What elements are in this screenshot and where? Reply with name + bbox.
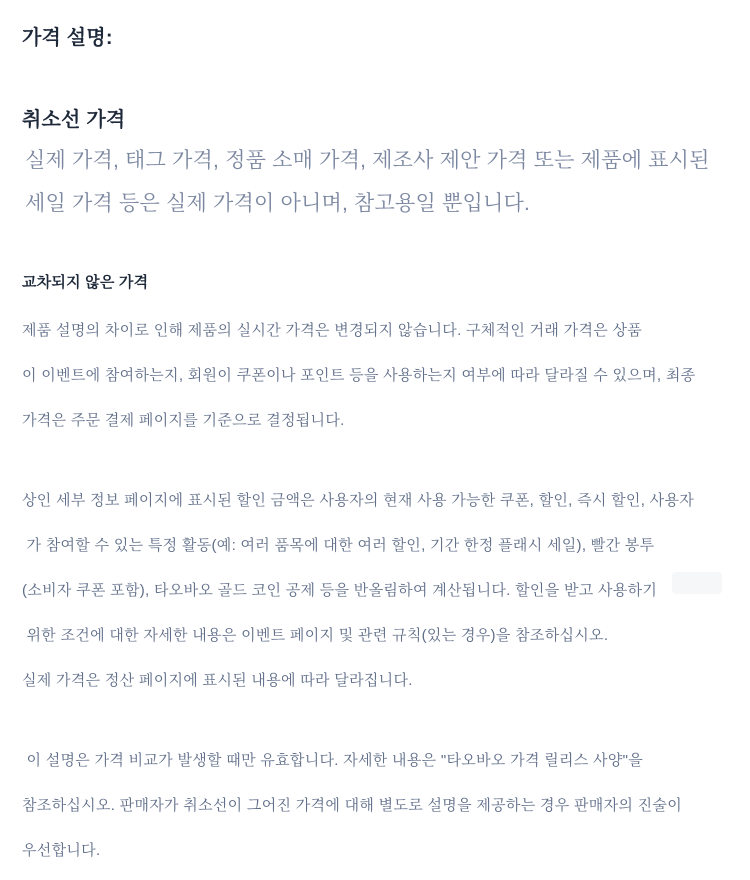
text-line: 가격은 주문 결제 페이지를 기준으로 결정됩니다. [22,412,345,429]
uncrossed-price-heading: 교차되지 않은 가격 [22,274,149,291]
text-line: 상인 세부 정보 페이지에 표시된 할인 금액은 사용자의 현재 사용 가능한 쿠폰, 할인, 즉시 할인, 사용자 [22,492,695,509]
text-line: 제품 설명의 차이로 인해 제품의 실시간 가격은 변경되지 않습니다. 구체적인 거래 가격은 상품 [22,322,643,339]
page-title: 가격 설명: [22,27,113,49]
text-line: 위한 조건에 대한 자세한 내용은 이벤트 페이지 및 관련 규칙(있는 경우)을 참조하십시오. [22,627,609,644]
text-line: 우선합니다. [22,842,101,859]
body-paragraph-realtime-price [22,308,730,443]
text-line: 가 참여할 수 있는 특정 활동(예: 여러 품목에 대한 여러 할인, 기간 한정 플래시 세일), 빨간 봉투 [22,537,655,554]
text-line: 실제 가격, 태그 가격, 정품 소매 가격, 제조사 제안 가격 또는 제품에 표시된 [25,149,710,172]
strikethrough-lead-paragraph [25,139,730,225]
strikethrough-price-heading: 취소선 가격 [22,109,126,131]
text-line: (소비자 쿠폰 포함), 타오바오 골드 코인 공제 등을 반올림하여 계산됩니다. 할인을 받고 사용하기 [22,582,658,599]
text-line: 참조하십시오. 판매자가 취소선이 그어진 가격에 대해 별도로 설명을 제공하는 경우 판매자의 진술이 [22,797,683,814]
text-line: 이 설명은 가격 비교가 발생할 때만 유효합니다. 자세한 내용은 "타오바오 가격 릴리스 사양"을 [22,752,644,769]
body-paragraph-validity-note [22,738,730,873]
body-paragraph-discount-calculation [22,478,730,703]
text-line: 실제 가격은 정산 페이지에 표시된 내용에 따라 달라집니다. [22,672,413,689]
text-line: 이 이벤트에 참여하는지, 회원이 쿠폰이나 포인트 등을 사용하는지 여부에 따라 달라질 수 있으며, 최종 [22,367,696,384]
text-line: 세일 가격 등은 실제 가격이 아니며, 참고용일 뿐입니다. [25,192,531,215]
